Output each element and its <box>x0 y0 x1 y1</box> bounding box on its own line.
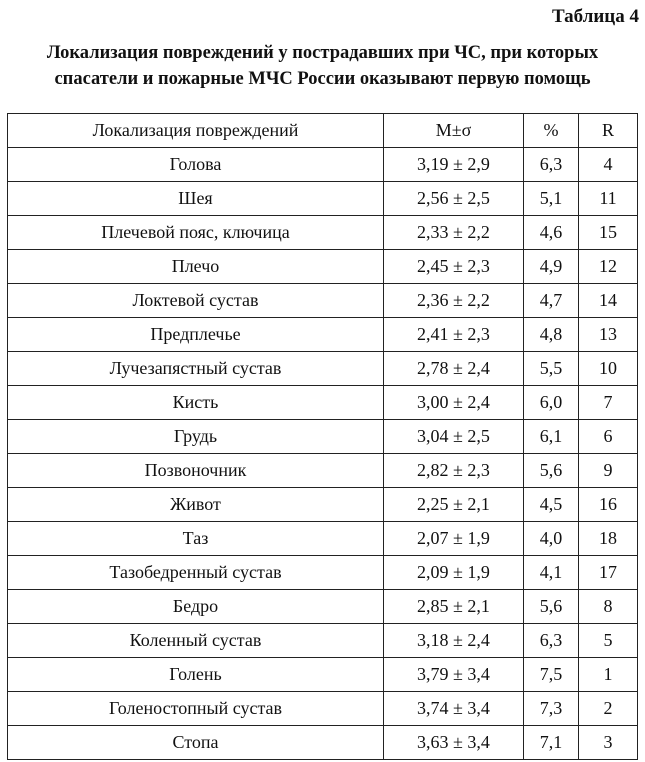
cell-localization: Стопа <box>8 726 384 760</box>
cell-percent: 4,6 <box>524 216 579 250</box>
cell-mean-sd: 3,63 ± 3,4 <box>384 726 524 760</box>
cell-mean-sd: 2,45 ± 2,3 <box>384 250 524 284</box>
table-row <box>8 556 638 590</box>
cell-mean-sd: 2,33 ± 2,2 <box>384 216 524 250</box>
cell-mean-sd: 2,85 ± 2,1 <box>384 590 524 624</box>
cell-rank: 4 <box>579 148 638 182</box>
cell-mean-sd: 3,04 ± 2,5 <box>384 420 524 454</box>
table-row <box>8 318 638 352</box>
cell-localization: Плечевой пояс, ключица <box>8 216 384 250</box>
cell-mean-sd: 2,25 ± 2,1 <box>384 488 524 522</box>
cell-percent: 6,3 <box>524 624 579 658</box>
cell-localization: Позвоночник <box>8 454 384 488</box>
cell-mean-sd: 3,19 ± 2,9 <box>384 148 524 182</box>
cell-rank: 10 <box>579 352 638 386</box>
cell-mean-sd: 2,78 ± 2,4 <box>384 352 524 386</box>
header-percent: % <box>524 114 579 148</box>
cell-mean-sd: 2,09 ± 1,9 <box>384 556 524 590</box>
cell-localization: Коленный сустав <box>8 624 384 658</box>
cell-localization: Бедро <box>8 590 384 624</box>
header-rank: R <box>579 114 638 148</box>
cell-localization: Тазобедренный сустав <box>8 556 384 590</box>
cell-percent: 5,5 <box>524 352 579 386</box>
cell-percent: 5,1 <box>524 182 579 216</box>
table-row <box>8 148 638 182</box>
table-row <box>8 658 638 692</box>
cell-localization: Кисть <box>8 386 384 420</box>
table-row <box>8 250 638 284</box>
cell-percent: 6,1 <box>524 420 579 454</box>
cell-rank: 13 <box>579 318 638 352</box>
cell-percent: 4,1 <box>524 556 579 590</box>
cell-rank: 8 <box>579 590 638 624</box>
table-row <box>8 726 638 760</box>
table-row <box>8 692 638 726</box>
table-number-label: Таблица 4 <box>551 6 639 27</box>
cell-percent: 5,6 <box>524 454 579 488</box>
cell-percent: 4,7 <box>524 284 579 318</box>
cell-rank: 11 <box>579 182 638 216</box>
cell-rank: 6 <box>579 420 638 454</box>
cell-rank: 17 <box>579 556 638 590</box>
cell-percent: 7,3 <box>524 692 579 726</box>
cell-rank: 18 <box>579 522 638 556</box>
cell-rank: 9 <box>579 454 638 488</box>
cell-localization: Голень <box>8 658 384 692</box>
header-mean-sd: M±σ <box>384 114 524 148</box>
cell-mean-sd: 2,41 ± 2,3 <box>384 318 524 352</box>
cell-percent: 7,5 <box>524 658 579 692</box>
table-row <box>8 522 638 556</box>
table-row <box>8 284 638 318</box>
table-row <box>8 488 638 522</box>
cell-rank: 12 <box>579 250 638 284</box>
cell-localization: Локтевой сустав <box>8 284 384 318</box>
table-title-line-2: спасатели и пожарные МЧС России оказывают первую помощь <box>54 69 591 89</box>
cell-percent: 4,8 <box>524 318 579 352</box>
cell-rank: 3 <box>579 726 638 760</box>
injury-localization-table <box>7 113 638 760</box>
cell-localization: Лучезапястный сустав <box>8 352 384 386</box>
cell-mean-sd: 2,36 ± 2,2 <box>384 284 524 318</box>
cell-rank: 15 <box>579 216 638 250</box>
cell-localization: Грудь <box>8 420 384 454</box>
cell-percent: 7,1 <box>524 726 579 760</box>
header-localization: Локализация повреждений <box>8 114 384 148</box>
cell-percent: 6,3 <box>524 148 579 182</box>
table-header-row <box>8 114 638 148</box>
table-title-line-1: Локализация повреждений у пострадавших при ЧС, при которых <box>46 43 599 63</box>
table-body <box>8 148 638 760</box>
cell-mean-sd: 3,74 ± 3,4 <box>384 692 524 726</box>
cell-mean-sd: 3,18 ± 2,4 <box>384 624 524 658</box>
cell-mean-sd: 2,82 ± 2,3 <box>384 454 524 488</box>
cell-mean-sd: 2,56 ± 2,5 <box>384 182 524 216</box>
cell-rank: 14 <box>579 284 638 318</box>
cell-localization: Таз <box>8 522 384 556</box>
cell-mean-sd: 3,00 ± 2,4 <box>384 386 524 420</box>
table-row <box>8 590 638 624</box>
cell-mean-sd: 2,07 ± 1,9 <box>384 522 524 556</box>
table-row <box>8 182 638 216</box>
cell-percent: 4,9 <box>524 250 579 284</box>
table-row <box>8 216 638 250</box>
cell-percent: 4,5 <box>524 488 579 522</box>
table-row <box>8 624 638 658</box>
table-row <box>8 420 638 454</box>
cell-percent: 5,6 <box>524 590 579 624</box>
cell-localization: Плечо <box>8 250 384 284</box>
table-row <box>8 454 638 488</box>
table-row <box>8 352 638 386</box>
cell-localization: Голова <box>8 148 384 182</box>
cell-mean-sd: 3,79 ± 3,4 <box>384 658 524 692</box>
table-title <box>0 40 645 92</box>
cell-percent: 4,0 <box>524 522 579 556</box>
cell-rank: 1 <box>579 658 638 692</box>
cell-localization: Предплечье <box>8 318 384 352</box>
cell-localization: Шея <box>8 182 384 216</box>
cell-rank: 16 <box>579 488 638 522</box>
cell-rank: 2 <box>579 692 638 726</box>
cell-rank: 5 <box>579 624 638 658</box>
cell-percent: 6,0 <box>524 386 579 420</box>
table-row <box>8 386 638 420</box>
cell-rank: 7 <box>579 386 638 420</box>
cell-localization: Живот <box>8 488 384 522</box>
cell-localization: Голеностопный сустав <box>8 692 384 726</box>
